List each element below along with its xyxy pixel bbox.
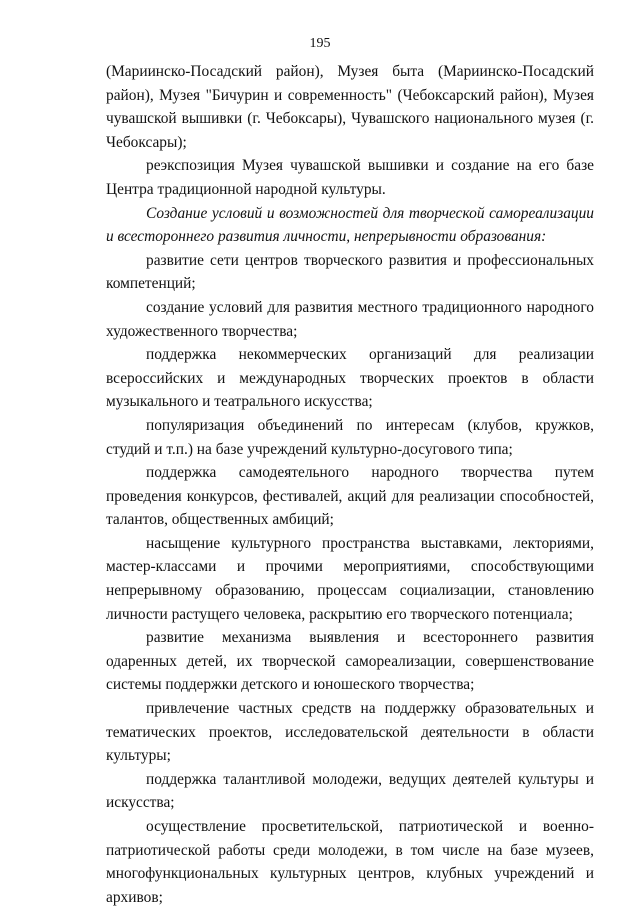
list-item: насыщение культурного пространства выставками, лекториями, мастер-классами и прочими мероприятиями, способствующими непрерывному образованию, процессам социализации, становлению личности растущего человека, раскрытию его творческого потенциала; bbox=[106, 534, 594, 623]
list-item: поддержка самодеятельного народного творчества путем проведения конкурсов, фестивалей, акций для реализации способностей, талантов, общественных амбиций; bbox=[106, 464, 594, 529]
list-item: развитие механизма выявления и всестороннего развития одаренных детей, их творческой самореализации, совершенствование системы поддержки детского и юношеского творчества; bbox=[106, 629, 594, 694]
list-item: привлечение частных средств на поддержку образовательных и тематических проектов, исследовательской деятельности в области культуры; bbox=[106, 700, 594, 765]
list-item: создание условий для развития местного традиционного народного художественного творчества; bbox=[106, 298, 594, 340]
list-item: осуществление просветительской, патриотической и военно-патриотической работы среди молодежи, в том числе на базе музеев, многофункциональных культурных центров, клубных учреждений и архивов; bbox=[106, 818, 594, 906]
body-text bbox=[106, 60, 594, 909]
section-heading-creative-self-realization: Создание условий и возможностей для творческой самореализации и всестороннего развития личности, непрерывности образования: bbox=[106, 204, 594, 246]
page-number: 195 bbox=[309, 36, 331, 51]
paragraph-museum-list-continuation: (Мариинско-Посадский район), Музея быта (Мариинско-Посадский район), Музея "Бичурин и современность" (Чебоксарский район), Музея чувашской вышивки (г. Чебоксары), Чувашского национального музея (г. Чебоксары); bbox=[106, 63, 594, 151]
list-item: поддержка некоммерческих организаций для реализации всероссийских и международных творческих проектов в области музыкального и театрального искусства; bbox=[106, 346, 594, 411]
paragraph-reexposition: реэкспозиция Музея чувашской вышивки и создание на его базе Центра традиционной народной культуры. bbox=[106, 157, 594, 198]
list-item: поддержка талантливой молодежи, ведущих деятелей культуры и искусства; bbox=[106, 770, 594, 812]
list-item: развитие сети центров творческого развития и профессиональных компетенций; bbox=[106, 251, 594, 293]
list-item: популяризация объединений по интересам (клубов, кружков, студий и т.п.) на базе учреждений культурно-досугового типа; bbox=[106, 416, 594, 458]
